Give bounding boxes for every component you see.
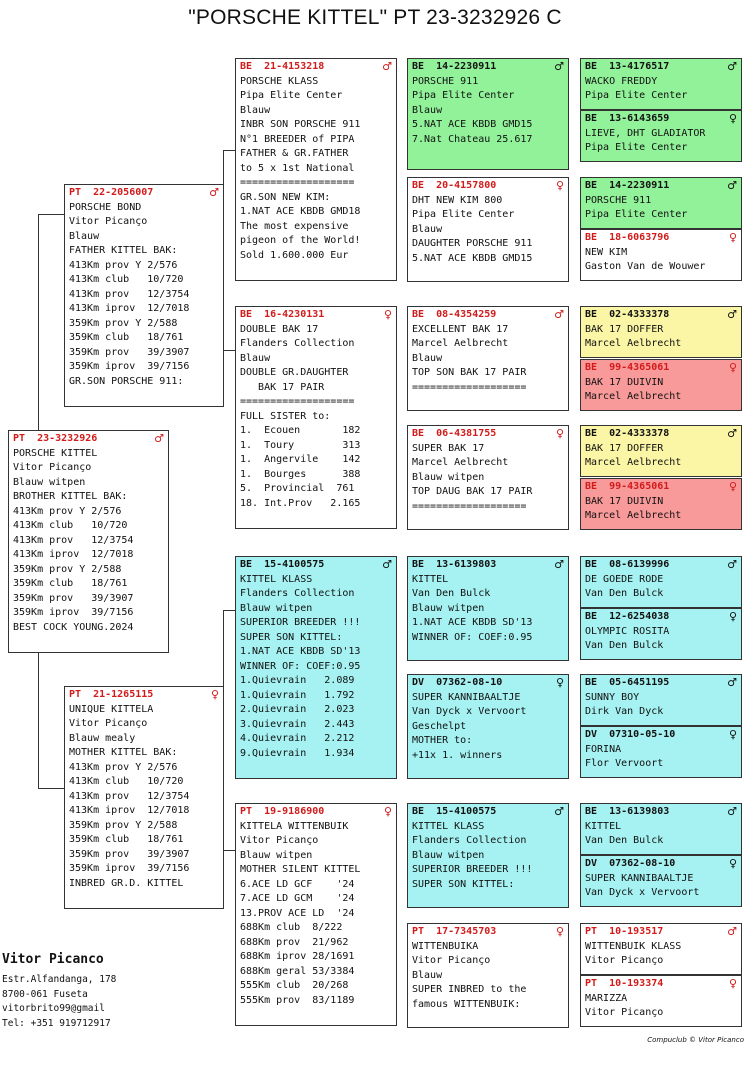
ring-number-text: BE 18-6063796 <box>585 232 670 243</box>
female-symbol-icon: ♀ <box>728 728 737 741</box>
pedigree-line: Flanders Collection <box>240 338 355 349</box>
pedigree-line: 2.Quievrain 2.023 <box>240 704 355 715</box>
pedigree-line: SUPERIOR BREEDER !!! <box>412 864 533 875</box>
ring-number <box>585 977 737 992</box>
pedigree-line: Pipa Elite Center <box>412 209 515 220</box>
pedigree-line: INBRED GR.D. KITTEL <box>69 877 184 889</box>
pedigree-line: 413Km iprov 12/7018 <box>69 805 190 816</box>
pedigree-line: Pipa Elite Center <box>585 90 688 101</box>
pedigree-line: Marcel Aelbrecht <box>585 391 682 402</box>
pedigree-line: 413Km club 10/720 <box>13 520 128 531</box>
female-symbol-icon: ♀ <box>728 610 737 623</box>
ring-number-text: PT 17-7345703 <box>412 926 497 937</box>
pedigree-line: DOUBLE GR.DAUGHTER <box>240 367 349 378</box>
pigeon-name: WACKO FREDDY <box>585 75 658 87</box>
ring-number-text: BE 99-4365061 <box>585 481 670 492</box>
pedigree-line: Sold 1.600.000 Eur <box>240 249 349 261</box>
pedigree-line: Marcel Aelbrecht <box>585 338 682 349</box>
ring-number-text: BE 13-6143659 <box>585 113 670 124</box>
pedigree-line: 359Km club 18/761 <box>69 834 184 845</box>
pedigree-line: 413Km prov 12/3754 <box>13 534 134 546</box>
ring-number-text: BE 15-4100575 <box>240 559 325 570</box>
pigeon-name: PORSCHE KITTEL <box>13 447 98 459</box>
pedigree-line: 688Km geral 53/3384 <box>240 965 355 977</box>
pedigree-line: FULL SISTER to: <box>240 410 331 422</box>
male-symbol-icon: ♂ <box>727 427 737 440</box>
pedigree-line: FATHER & GR.FATHER <box>240 148 349 159</box>
pedigree-line: 1.Quievrain 1.792 <box>240 689 355 701</box>
ring-number-text: BE 14-2230911 <box>412 61 497 72</box>
ring-number <box>412 805 564 820</box>
pedigree-line: FATHER KITTEL BAK: <box>69 245 178 256</box>
pedigree-line: 5.NAT ACE KBDB GMD15 <box>412 119 533 130</box>
pedigree-line: 413Km prov 12/3754 <box>69 288 190 300</box>
pedigree-line: 413Km prov 12/3754 <box>69 790 190 802</box>
pedigree-line: 359Km prov Y 2/588 <box>69 819 178 831</box>
pedigree-line: =================== <box>240 177 355 188</box>
pedigree-line: Marcel Aelbrecht <box>412 338 509 349</box>
ring-number <box>69 186 219 201</box>
pedigree-line: Marcel Aelbrecht <box>585 457 682 468</box>
pigeon-name: PORSCHE 911 <box>585 194 652 206</box>
ring-number-text: BE 15-4100575 <box>412 806 497 817</box>
female-symbol-icon: ♀ <box>555 427 564 440</box>
pedigree-line: Blauw <box>412 969 443 981</box>
pedigree-line: Vitor Picanço <box>240 835 319 846</box>
pedigree-line: Blauw mealy <box>69 732 136 744</box>
pigeon-name: KITTEL <box>412 573 449 585</box>
ring-number <box>585 60 737 75</box>
pedigree-line: Flanders Collection <box>412 835 527 846</box>
pedigree-line: 7.ACE LD GCM '24 <box>240 893 355 904</box>
pedigree-line: WINNER OF: COEF:0.95 <box>240 660 361 672</box>
pedigree-line: 1.NAT ACE KBDB SD'13 <box>412 617 533 628</box>
pigeon-name: SUNNY BOY <box>585 691 640 703</box>
ring-number-text: BE 08-4354259 <box>412 309 497 320</box>
ring-number <box>412 558 564 573</box>
male-symbol-icon: ♂ <box>382 558 392 571</box>
pedigree-line: to 5 x 1st National <box>240 162 355 174</box>
pedigree-card-sire-sire <box>235 58 397 281</box>
pedigree-line: Vitor Picanço <box>412 955 491 966</box>
pedigree-line: MOTHER KITTEL BAK: <box>69 747 178 758</box>
pedigree-line: Van Den Bulck <box>585 640 664 651</box>
pedigree-line: Flanders Collection <box>240 588 355 599</box>
pedigree-line: 359Km prov 39/3907 <box>69 346 190 358</box>
pigeon-name: SUPER BAK 17 <box>412 442 485 454</box>
pedigree-line: Pipa Elite Center <box>585 209 688 220</box>
pedigree-line: MOTHER to: <box>412 735 473 746</box>
pedigree-line: Blauw <box>69 230 100 242</box>
ring-number-text: DV 07362-08-10 <box>585 858 676 869</box>
pedigree-card-g4-6 <box>407 674 569 779</box>
ring-number <box>412 427 564 442</box>
pedigree-card-g5-4 <box>580 229 742 281</box>
ring-number-text: BE 13-6139803 <box>585 806 670 817</box>
pedigree-line: 359Km club 18/761 <box>69 332 184 343</box>
pedigree-card-dam-sire <box>235 556 397 779</box>
pigeon-name: PORSCHE 911 <box>412 75 479 87</box>
pedigree-line: 413Km prov Y 2/576 <box>69 761 178 773</box>
pedigree-line: 688Km iprov 28/1691 <box>240 951 355 962</box>
pedigree-line: 359Km iprov 39/7156 <box>69 361 190 372</box>
pedigree-card-g4-1 <box>407 58 569 170</box>
pedigree-card-g5-3 <box>580 177 742 229</box>
ring-number-text: PT 23-3232926 <box>13 433 98 444</box>
pedigree-card-g4-2 <box>407 177 569 282</box>
pedigree-line: SUPER SON KITTEL: <box>240 631 343 643</box>
male-symbol-icon: ♂ <box>727 676 737 689</box>
pedigree-line: Blauw <box>412 223 443 235</box>
pedigree-line: Van Den Bulck <box>585 835 664 846</box>
owner-contact <box>2 973 116 1031</box>
ring-number <box>585 728 737 743</box>
pedigree-line: 1.NAT ACE KBDB SD'13 <box>240 646 361 657</box>
software-credit: Compuclub © Vitor Picanco <box>647 1036 744 1044</box>
pedigree-line: 1. Ecouen 182 <box>240 425 361 436</box>
ring-number <box>240 558 392 573</box>
male-symbol-icon: ♂ <box>554 308 564 321</box>
ring-number <box>585 610 737 625</box>
pigeon-name: UNIQUE KITTELA <box>69 703 154 715</box>
male-symbol-icon: ♂ <box>727 179 737 192</box>
ring-number-text: DV 07310-05-10 <box>585 729 676 740</box>
ring-number <box>585 112 737 127</box>
pedigree-card-g4-4 <box>407 425 569 530</box>
pedigree-line: Blauw witpen <box>412 471 485 483</box>
pedigree-line: Van Dyck x Vervoort <box>585 887 700 898</box>
ring-number <box>412 925 564 940</box>
pedigree-line: =================== <box>412 500 527 512</box>
pigeon-name: OLYMPIC ROSITA <box>585 625 670 637</box>
pigeon-name: KITTEL KLASS <box>240 573 313 585</box>
ring-number <box>13 432 164 447</box>
pedigree-line: 359Km prov Y 2/588 <box>13 563 122 575</box>
ring-number <box>585 676 737 691</box>
pedigree-line: Blauw <box>240 352 271 364</box>
pedigree-line: 1.NAT ACE KBDB GMD18 <box>240 206 361 217</box>
pedigree-line: The most expensive <box>240 220 349 232</box>
pedigree-line: 359Km iprov 39/7156 <box>13 607 134 618</box>
pedigree-card-g5-14 <box>580 855 742 907</box>
email-line: vitorbrito99@gmail <box>2 1003 105 1014</box>
pedigree-card-g5-11 <box>580 674 742 726</box>
ring-number <box>585 857 737 872</box>
pedigree-line: 359Km prov Y 2/588 <box>69 317 178 329</box>
male-symbol-icon: ♂ <box>727 60 737 73</box>
pedigree-card-g5-9 <box>580 556 742 608</box>
pedigree-line: 359Km club 18/761 <box>13 578 128 589</box>
female-symbol-icon: ♀ <box>728 857 737 870</box>
pedigree-line: Marcel Aelbrecht <box>585 510 682 521</box>
female-symbol-icon: ♀ <box>728 231 737 244</box>
pigeon-name: WITTENBUIK KLASS <box>585 940 682 952</box>
pigeon-name: KITTEL KLASS <box>412 820 485 832</box>
pedigree-line: 413Km prov Y 2/576 <box>69 259 178 271</box>
pedigree-line: 5. Provincial 761 <box>240 483 355 494</box>
pedigree-line: 9.Quievrain 1.934 <box>240 747 355 759</box>
pedigree-line: GR.SON NEW KIM: <box>240 191 331 203</box>
pedigree-card-g5-7 <box>580 425 742 477</box>
ring-number-text: BE 02-4333378 <box>585 309 670 320</box>
ring-number <box>412 676 564 691</box>
pedigree-line: 359Km prov 39/3907 <box>69 848 190 860</box>
postcode-line: 8700-061 Fuseta <box>2 988 88 1000</box>
ring-number-text: BE 13-6139803 <box>412 559 497 570</box>
ring-number <box>240 60 392 75</box>
ring-number <box>240 805 392 820</box>
pedigree-line: Blauw witpen <box>240 849 313 861</box>
ring-number <box>585 558 737 573</box>
pedigree-line: 4.Quievrain 2.212 <box>240 733 355 744</box>
female-symbol-icon: ♀ <box>728 480 737 493</box>
pedigree-line: SUPER INBRED to the <box>412 984 527 995</box>
pedigree-card-subject <box>8 430 169 653</box>
pedigree-line: DAUGHTER PORSCHE 911 <box>412 238 533 249</box>
female-symbol-icon: ♀ <box>210 688 219 701</box>
pedigree-card-g5-1 <box>580 58 742 110</box>
ring-number-text: BE 14-2230911 <box>585 180 670 191</box>
pedigree-card-g5-6 <box>580 359 742 411</box>
ring-number <box>585 308 737 323</box>
pedigree-line: Vitor Picanço <box>69 718 148 729</box>
pedigree-card-g5-12 <box>580 726 742 778</box>
owner-name: Vitor Picanco <box>2 952 104 967</box>
ring-number <box>585 231 737 246</box>
pedigree-line: Flor Vervoort <box>585 758 664 769</box>
ring-number-text: BE 21-4153218 <box>240 61 325 72</box>
pedigree-line: Gaston Van de Wouwer <box>585 261 706 272</box>
ring-number <box>585 805 737 820</box>
ring-number-text: BE 99-4365061 <box>585 362 670 373</box>
pedigree-line: Van Den Bulck <box>585 588 664 599</box>
pedigree-card-g4-3 <box>407 306 569 411</box>
pigeon-name: WITTENBUIKA <box>412 940 479 952</box>
pedigree-line: MOTHER SILENT KITTEL <box>240 864 361 875</box>
pedigree-line: Blauw <box>240 104 271 116</box>
pedigree-line: =================== <box>412 381 527 393</box>
pedigree-card-sire-dam <box>235 306 397 529</box>
pedigree-line: 359Km prov 39/3907 <box>13 592 134 604</box>
pedigree-line: 413Km club 10/720 <box>69 274 184 285</box>
pedigree-line: 6.ACE LD GCF '24 <box>240 878 355 890</box>
pigeon-name: KITTELA WITTENBUIK <box>240 820 349 832</box>
pedigree-line: =================== <box>240 396 355 407</box>
pedigree-line: SUPER SON KITTEL: <box>412 878 515 890</box>
pigeon-name: PORSCHE BOND <box>69 201 142 213</box>
ring-number <box>585 427 737 442</box>
pedigree-line: Van Dyck x Vervoort <box>412 706 527 717</box>
pedigree-line: INBR SON PORSCHE 911 <box>240 119 361 130</box>
pedigree-line: Marcel Aelbrecht <box>412 457 509 468</box>
ring-number <box>412 60 564 75</box>
pedigree-card-g4-7 <box>407 803 569 908</box>
pedigree-line: Vitor Picanço <box>585 955 664 966</box>
male-symbol-icon: ♂ <box>154 432 164 445</box>
pedigree-line: 359Km iprov 39/7156 <box>69 863 190 874</box>
pedigree-line: Pipa Elite Center <box>585 142 688 153</box>
ring-number <box>585 361 737 376</box>
pigeon-name: BAK 17 DUIVIN <box>585 376 664 388</box>
pedigree-line: N°1 BREEDER of PIPA <box>240 133 355 145</box>
pedigree-line: Blauw <box>412 104 443 116</box>
pigeon-name: KITTEL <box>585 820 622 832</box>
pedigree-line: 413Km club 10/720 <box>69 776 184 787</box>
male-symbol-icon: ♂ <box>727 805 737 818</box>
male-symbol-icon: ♂ <box>209 186 219 199</box>
pedigree-line: 13.PROV ACE LD '24 <box>240 907 355 919</box>
address-line: Estr.Alfandanga, 178 <box>2 974 117 985</box>
pedigree-card-g5-16 <box>580 975 742 1027</box>
pedigree-line: 1. Toury 313 <box>240 439 361 451</box>
pedigree-line: Blauw witpen <box>412 602 485 614</box>
pedigree-card-dam <box>64 686 224 909</box>
pedigree-line: BROTHER KITTEL BAK: <box>13 491 128 502</box>
pedigree-line: 3.Quievrain 2.443 <box>240 718 355 730</box>
pedigree-line: Vitor Picanço <box>585 1007 664 1018</box>
male-symbol-icon: ♂ <box>727 925 737 938</box>
pedigree-line: WINNER OF: COEF:0.95 <box>412 631 533 643</box>
pigeon-name: DHT NEW KIM 800 <box>412 194 503 206</box>
pigeon-name: BAK 17 DOFFER <box>585 323 664 335</box>
pedigree-line: 1. Angervile 142 <box>240 454 361 465</box>
female-symbol-icon: ♀ <box>728 112 737 125</box>
pedigree-line: 413Km prov Y 2/576 <box>13 505 122 517</box>
ring-number-text: DV 07362-08-10 <box>412 677 503 688</box>
male-symbol-icon: ♂ <box>727 558 737 571</box>
pigeon-name: SUPER KANNIBAALTJE <box>585 872 694 884</box>
pigeon-name: FORINA <box>585 743 622 755</box>
pedigree-line: 688Km club 8/222 <box>240 922 343 933</box>
ring-number <box>585 480 737 495</box>
ring-number-text: BE 05-6451195 <box>585 677 670 688</box>
pedigree-line: GR.SON PORSCHE 911: <box>69 375 184 387</box>
ring-number <box>412 308 564 323</box>
pedigree-line: Geschelpt <box>412 720 467 732</box>
pigeon-name: BAK 17 DOFFER <box>585 442 664 454</box>
pedigree-card-g5-13 <box>580 803 742 855</box>
phone-line: Tel: +351 919712917 <box>2 1017 111 1029</box>
female-symbol-icon: ♀ <box>383 805 392 818</box>
pedigree-line: Vitor Picanço <box>69 216 148 227</box>
ring-number-text: BE 02-4333378 <box>585 428 670 439</box>
male-symbol-icon: ♂ <box>554 805 564 818</box>
pedigree-line: Blauw witpen <box>240 602 313 614</box>
male-symbol-icon: ♂ <box>554 60 564 73</box>
pedigree-line: 5.NAT ACE KBDB GMD15 <box>412 252 533 264</box>
male-symbol-icon: ♂ <box>727 308 737 321</box>
pedigree-card-g5-5 <box>580 306 742 358</box>
ring-number-text: BE 13-4176517 <box>585 61 670 72</box>
pedigree-line: 413Km iprov 12/7018 <box>13 549 134 560</box>
pedigree-line: Pipa Elite Center <box>412 90 515 101</box>
ring-number-text: PT 10-193374 <box>585 978 664 989</box>
pedigree-line: 555Km club 20/268 <box>240 980 349 991</box>
pedigree-line: +11x 1. winners <box>412 749 503 761</box>
female-symbol-icon: ♀ <box>728 361 737 374</box>
pedigree-line: Dirk Van Dyck <box>585 706 664 717</box>
male-symbol-icon: ♂ <box>382 60 392 73</box>
pedigree-line: Vitor Picanço <box>13 462 92 473</box>
pedigree-line: Blauw witpen <box>412 849 485 861</box>
ring-number-text: PT 22-2056007 <box>69 187 154 198</box>
female-symbol-icon: ♀ <box>728 977 737 990</box>
ring-number-text: BE 08-6139996 <box>585 559 670 570</box>
ring-number-text: PT 10-193517 <box>585 926 664 937</box>
pigeon-name: MARIZZA <box>585 992 628 1004</box>
ring-number <box>585 179 737 194</box>
ring-number <box>240 308 392 323</box>
ring-number-text: PT 21-1265115 <box>69 689 154 700</box>
pedigree-line: 18. Int.Prov 2.165 <box>240 497 361 509</box>
ring-number <box>69 688 219 703</box>
pedigree-line: TOP DAUG BAK 17 PAIR <box>412 486 533 497</box>
female-symbol-icon: ♀ <box>383 308 392 321</box>
pedigree-line: BAK 17 PAIR <box>240 381 325 393</box>
pedigree-line: 555Km prov 83/1189 <box>240 994 355 1006</box>
male-symbol-icon: ♂ <box>554 558 564 571</box>
pedigree-line: famous WITTENBUIK: <box>412 998 521 1010</box>
pedigree-card-g5-2 <box>580 110 742 162</box>
ring-number-text: BE 20-4157800 <box>412 180 497 191</box>
pedigree-line: Van Den Bulck <box>412 588 491 599</box>
pedigree-line: 688Km prov 21/962 <box>240 936 349 948</box>
pedigree-line: TOP SON BAK 17 PAIR <box>412 367 527 378</box>
ring-number-text: BE 06-4381755 <box>412 428 497 439</box>
pedigree-line: 413Km iprov 12/7018 <box>69 303 190 314</box>
pedigree-card-g5-15 <box>580 923 742 975</box>
pigeon-name: LIEVE, DHT GLADIATOR <box>585 127 706 139</box>
pedigree-line: Blauw witpen <box>13 476 86 488</box>
pedigree-line: BEST COCK YOUNG.2024 <box>13 621 134 633</box>
pigeon-name: SUPER KANNIBAALTJE <box>412 691 521 703</box>
pedigree-card-g5-10 <box>580 608 742 660</box>
ring-number-text: BE 12-6254038 <box>585 611 670 622</box>
pigeon-name: DOUBLE BAK 17 <box>240 323 319 335</box>
ring-number <box>412 179 564 194</box>
pedigree-line: 1.Quievrain 2.089 <box>240 675 355 686</box>
pedigree-card-g4-8 <box>407 923 569 1028</box>
female-symbol-icon: ♀ <box>555 179 564 192</box>
pigeon-name: DE GOEDE RODE <box>585 573 664 585</box>
pigeon-name: BAK 17 DUIVIN <box>585 495 664 507</box>
pedigree-card-g5-8 <box>580 478 742 530</box>
pedigree-line: SUPERIOR BREEDER !!! <box>240 617 361 628</box>
female-symbol-icon: ♀ <box>555 925 564 938</box>
pedigree-line: 1. Bourges 388 <box>240 468 361 480</box>
pedigree-line: pigeon of the World! <box>240 235 361 246</box>
pedigree-card-sire <box>64 184 224 407</box>
ring-number-text: BE 16-4230131 <box>240 309 325 320</box>
female-symbol-icon: ♀ <box>555 676 564 689</box>
pedigree-line: Pipa Elite Center <box>240 90 343 101</box>
pigeon-name: EXCELLENT BAK 17 <box>412 323 509 335</box>
page-title: "PORSCHE KITTEL" PT 23-3232926 C <box>188 6 562 29</box>
pedigree-line: Blauw <box>412 352 443 364</box>
pigeon-name: PORSCHE KLASS <box>240 75 319 87</box>
ring-number-text: PT 19-9186900 <box>240 806 325 817</box>
pigeon-name: NEW KIM <box>585 246 628 258</box>
ring-number <box>585 925 737 940</box>
pedigree-card-dam-dam <box>235 803 397 1026</box>
pedigree-card-g4-5 <box>407 556 569 661</box>
pedigree-line: 7.Nat Chateau 25.617 <box>412 133 533 145</box>
